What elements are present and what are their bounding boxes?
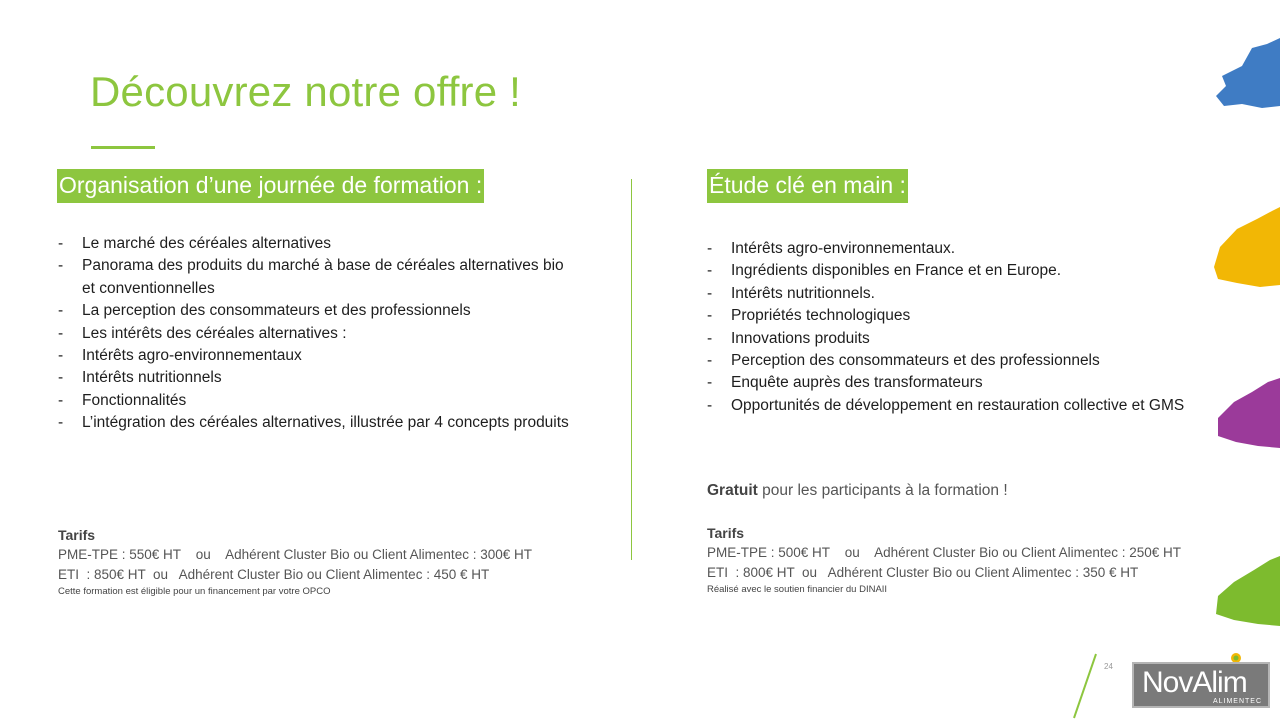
right-section-heading: Étude clé en main : — [707, 169, 908, 203]
right-pricing-title: Tarifs — [707, 525, 745, 541]
left-section-heading: Organisation d’une journée de formation : — [57, 169, 484, 203]
list-item: - Ingrédients disponibles en France et en Europe. — [707, 260, 1207, 282]
logo-subtitle: ALIMENTEC — [1212, 698, 1262, 705]
right-bullet-list — [707, 238, 1207, 417]
list-item: - Intérêts agro-environnementaux — [58, 345, 578, 367]
page-title: Découvrez notre offre ! — [90, 68, 522, 115]
left-price-line-2: ETI : 850€ HT ou Adhérent Cluster Bio ou Client Alimentec : 450 € HT — [58, 567, 490, 582]
list-item: - Intérêts nutritionnels — [58, 367, 578, 389]
list-item: - Opportunités de développement en restauration collective et GMS — [707, 395, 1207, 417]
blue-brush-stroke — [1212, 36, 1280, 112]
list-item: - Intérêts agro-environnementaux. — [707, 238, 1207, 260]
list-item: - Fonctionnalités — [58, 390, 578, 412]
list-item: - Enquête auprès des transformateurs — [707, 372, 1207, 394]
list-item: - Les intérêts des céréales alternatives : — [58, 323, 578, 345]
left-pricing-title: Tarifs — [58, 527, 96, 543]
yellow-brush-stroke — [1212, 207, 1280, 289]
list-item: - Intérêts nutritionnels. — [707, 283, 1207, 305]
title-underline — [91, 146, 155, 149]
column-divider — [631, 179, 632, 560]
logo-name: NovAlim — [1142, 666, 1247, 699]
free-offer-text: pour les participants à la formation ! — [757, 482, 1008, 499]
left-pricing — [58, 525, 532, 599]
left-funding-note: Cette formation est éligible pour un financement par votre OPCO — [58, 586, 331, 597]
right-pricing — [707, 523, 1181, 597]
green-brush-stroke — [1212, 556, 1280, 630]
novalim-logo — [1132, 662, 1270, 708]
list-item: - Innovations produits — [707, 328, 1207, 350]
right-price-line-2: ETI : 800€ HT ou Adhérent Cluster Bio ou Client Alimentec : 350 € HT — [707, 565, 1139, 580]
list-item: - Perception des consommateurs et des professionnels — [707, 350, 1207, 372]
list-item: - Propriétés technologiques — [707, 305, 1207, 327]
page-number: 24 — [1104, 662, 1113, 671]
list-item: - L’intégration des céréales alternatives, illustrée par 4 concepts produits — [58, 412, 578, 434]
purple-brush-stroke — [1212, 376, 1280, 452]
list-item: - La perception des consommateurs et des professionnels — [58, 300, 578, 322]
list-item: - Panorama des produits du marché à base de céréales alternatives bio et conventionnelles — [58, 255, 578, 300]
left-price-line-1: PME-TPE : 550€ HT ou Adhérent Cluster Bio ou Client Alimentec : 300€ HT — [58, 547, 532, 562]
accent-slash — [1070, 652, 1100, 720]
free-offer-bold: Gratuit — [707, 482, 758, 499]
right-price-line-1: PME-TPE : 500€ HT ou Adhérent Cluster Bio ou Client Alimentec : 250€ HT — [707, 545, 1181, 560]
list-item: - Le marché des céréales alternatives — [58, 233, 578, 255]
left-bullet-list — [58, 233, 578, 435]
right-funding-note: Réalisé avec le soutien financier du DINAII — [707, 584, 888, 595]
free-offer-note — [707, 482, 1008, 500]
